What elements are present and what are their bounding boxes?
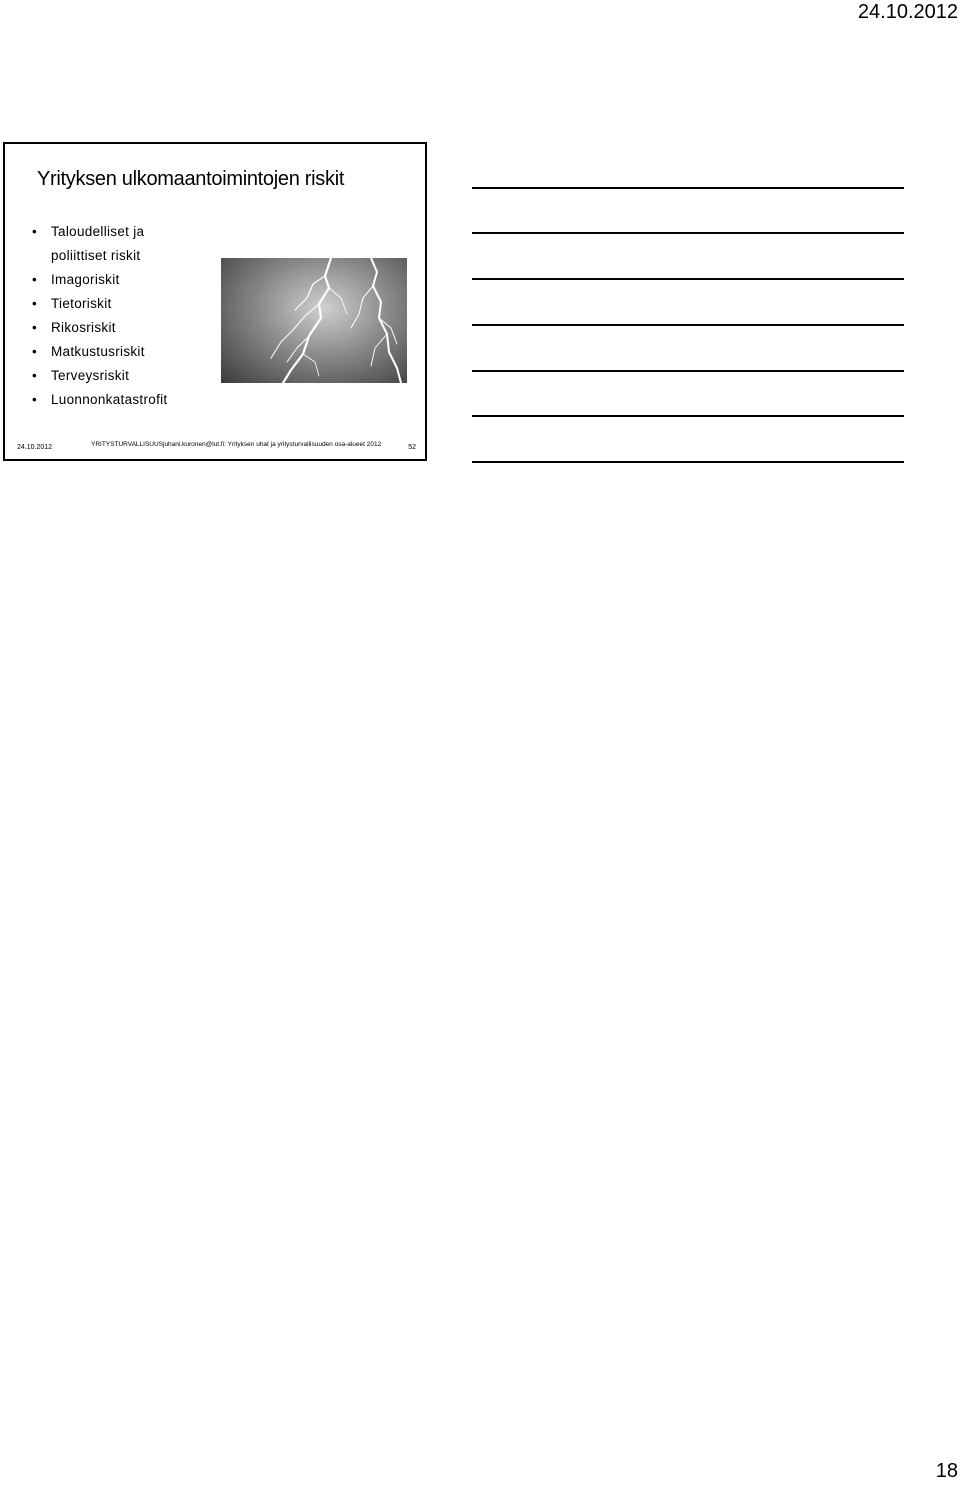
bullet-item: • Matkustusriskit — [29, 340, 181, 364]
slide-title: Yrityksen ulkomaantoimintojen riskit — [37, 168, 345, 190]
note-line — [472, 370, 904, 372]
note-line — [472, 232, 904, 234]
note-line — [472, 415, 904, 417]
slide-footer-text: YRITYSTURVALLISUUSjuhani.kuronen@lut.fi: Yrityksen uhat ja yritysturvallisuuden osa-alueet 2012 — [91, 441, 382, 448]
slide-thumbnail — [3, 142, 427, 461]
bullet-item: • Tietoriskit — [29, 292, 181, 316]
page-number: 18 — [935, 1460, 958, 1482]
lightning-photo — [221, 258, 407, 383]
bullet-item: • Terveysriskit — [29, 364, 181, 388]
bullet-item: • Luonnonkatastrofit — [29, 388, 181, 412]
lightning-icon — [221, 258, 407, 383]
slide-number: 52 — [408, 444, 416, 451]
bullet-item: • Imagoriskit — [29, 268, 181, 292]
note-line — [472, 278, 904, 280]
bullet-item: • Rikosriskit — [29, 316, 181, 340]
bullet-list — [29, 220, 181, 412]
note-line — [472, 187, 904, 189]
note-line — [472, 461, 904, 463]
slide-footer-date: 24.10.2012 — [17, 444, 53, 451]
page-header-date: 24.10.2012 — [857, 1, 958, 23]
note-line — [472, 324, 904, 326]
bullet-item: • Taloudelliset ja poliittiset riskit — [29, 220, 181, 268]
